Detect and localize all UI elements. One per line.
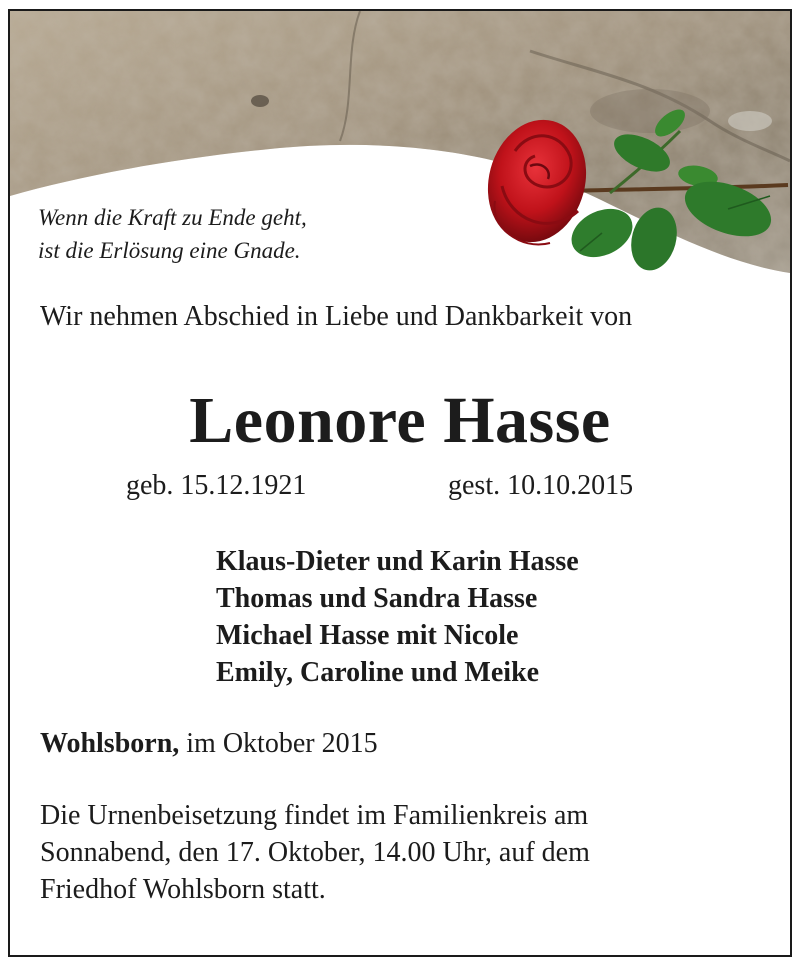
quote-line: Wenn die Kraft zu Ende geht, bbox=[38, 205, 307, 230]
mourner-line: Klaus-Dieter und Karin Hasse bbox=[216, 546, 579, 577]
place-town: Wohlsborn, bbox=[40, 728, 180, 759]
birth-date: geb. 15.12.1921 bbox=[126, 470, 307, 501]
burial-line: Friedhof Wohlsborn statt. bbox=[40, 874, 326, 905]
burial-line: Die Urnenbeisetzung findet im Familienkreis am bbox=[40, 800, 589, 831]
place-date bbox=[40, 728, 378, 760]
mourner-line: Michael Hasse mit Nicole bbox=[216, 620, 519, 651]
burial-line: Sonnabend, den 17. Oktober, 14.00 Uhr, auf dem bbox=[40, 837, 590, 868]
quote bbox=[38, 201, 307, 267]
mourners-list bbox=[216, 543, 579, 691]
mourner-line: Thomas und Sandra Hasse bbox=[216, 583, 538, 614]
deceased-name: Leonore Hasse bbox=[189, 384, 611, 457]
obituary-notice bbox=[8, 9, 792, 957]
death-date: gest. 10.10.2015 bbox=[448, 470, 634, 501]
intro-text: Wir nehmen Abschied in Liebe und Dankbarkeit von bbox=[40, 301, 633, 332]
quote-line: ist die Erlösung eine Gnade. bbox=[38, 238, 301, 263]
burial-notice bbox=[40, 797, 590, 908]
place-month: im Oktober 2015 bbox=[186, 728, 378, 759]
mourner-line: Emily, Caroline und Meike bbox=[216, 657, 540, 688]
